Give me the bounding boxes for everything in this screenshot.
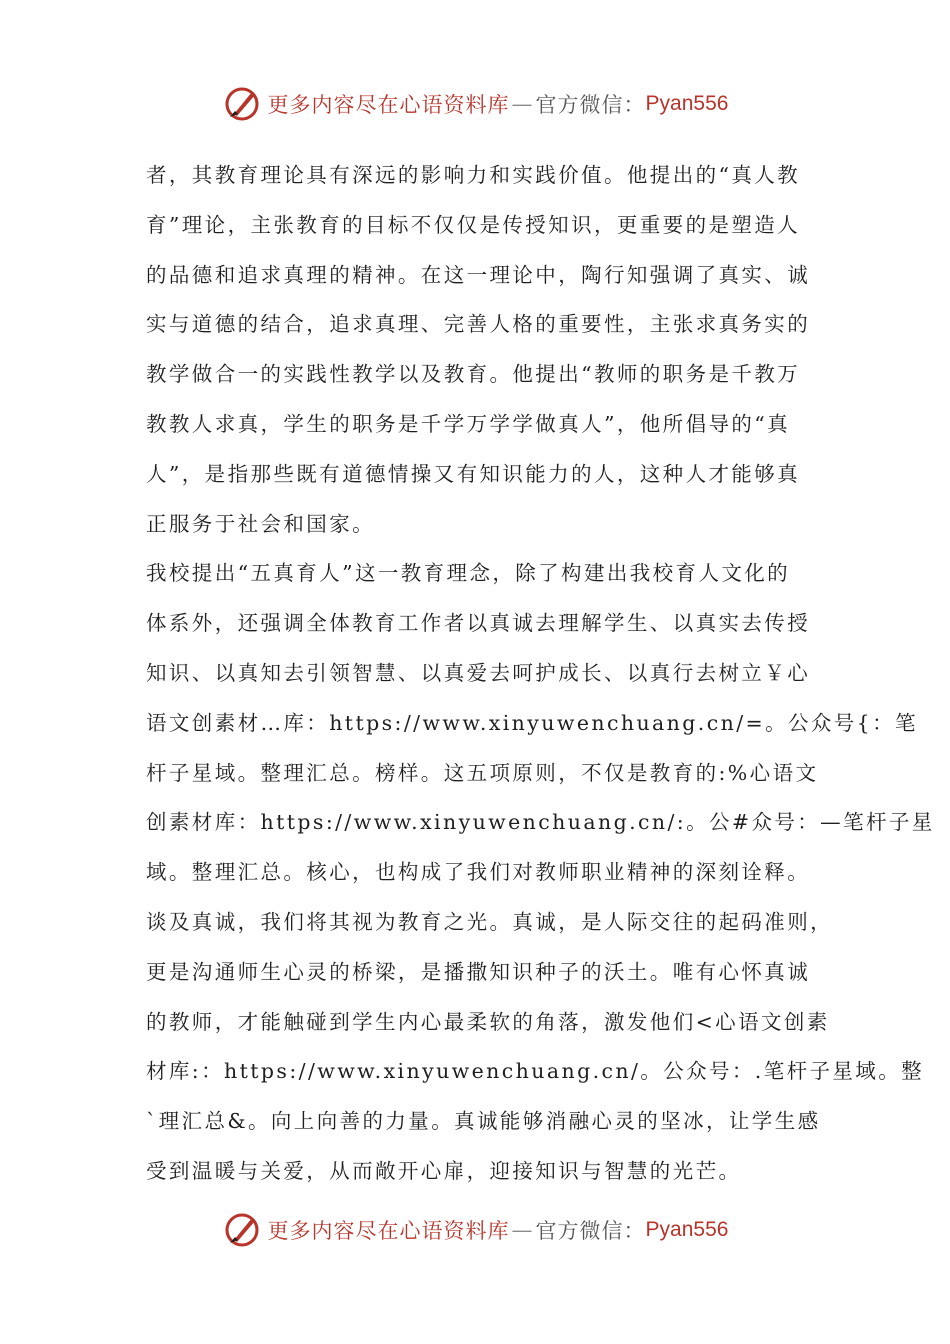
banner-brand: 更多内容尽在心语资料库 xyxy=(267,1219,510,1243)
text-line: 谈及真诚，我们将其视为教育之光。真诚，是人际交往的起码准则， xyxy=(146,909,833,934)
text-line: 语文创素材…库：https://www.xinyuwenchuang.cn/=。公众号{：笔 xyxy=(146,710,918,735)
text-line: 域。整理汇总。核心，也构成了我们对教师职业精神的深刻诠释。 xyxy=(146,860,811,885)
text-line: 育”理论，主张教育的目标不仅仅是传授知识，更重要的是塑造人 xyxy=(146,212,801,237)
banner-wechat-id: Pyan556 xyxy=(645,92,729,115)
banner-label: 官方微信： xyxy=(535,1219,646,1243)
text-line: 更是沟通师生心灵的桥梁，是播撒知识种子的沃土。唯有心怀真诚 xyxy=(146,959,811,984)
text-line: 受到温暖与关爱，从而敞开心扉，迎接知识与智慧的光芒。 xyxy=(146,1158,742,1183)
text-line: `理汇总&。向上向善的力量。真诚能够消融心灵的坚冰，让学生感 xyxy=(146,1109,821,1134)
banner-dash: — xyxy=(511,92,534,116)
text-line: 体系外，还强调全体教育工作者以真诚去理解学生、以真实去传授 xyxy=(146,611,811,636)
text-line: 实与道德的结合，追求真理、完善人格的重要性，主张求真务实的 xyxy=(146,312,811,337)
text-line: 教学做合一的实践性教学以及教育。他提出“教师的职务是千教万 xyxy=(146,362,801,387)
pen-logo-icon xyxy=(222,84,262,124)
footer-banner xyxy=(0,1208,950,1252)
text-line: 的教师，才能触碰到学生内心最柔软的角落，激发他们<心语文创素 xyxy=(146,1009,830,1034)
banner-brand: 更多内容尽在心语资料库 xyxy=(267,93,510,117)
text-line: 正服务于社会和国家。 xyxy=(146,511,375,536)
text-line: 创素材库：https://www.xinyuwenchuang.cn/:。公#众号：—笔杆子星 xyxy=(146,810,935,835)
text-line: 知识、以真知去引领智慧、以真爱去呵护成长、以真行去树立￥心 xyxy=(146,660,811,685)
text-line: 者，其教育理论具有深远的影响力和实践价值。他提出的“真人教 xyxy=(146,163,801,187)
text-line: 杆子星域。整理汇总。榜样。这五项原则，不仅是教育的:%心语文 xyxy=(146,760,819,785)
banner-label: 官方微信： xyxy=(535,93,646,117)
text-line: 的品德和追求真理的精神。在这一理论中，陶行知强调了真实、诚 xyxy=(146,262,811,287)
document-body xyxy=(146,151,935,1197)
text-line: 人”，是指那些既有道德情操又有知识能力的人，这种人才能够真 xyxy=(146,461,801,486)
text-line: 教教人求真，学生的职务是千学万学学做真人”，他所倡导的“真 xyxy=(146,411,791,436)
banner-wechat-id: Pyan556 xyxy=(645,1218,729,1241)
text-line: 我校提出“五真育人”这一教育理念，除了构建出我校育人文化的 xyxy=(146,561,791,586)
banner-dash: — xyxy=(511,1218,534,1242)
header-banner xyxy=(0,82,950,126)
text-line: 材库:：https://www.xinyuwenchuang.cn/。公众号：.笔杆子星域。整 xyxy=(146,1059,925,1084)
pen-logo-icon xyxy=(222,1210,262,1250)
